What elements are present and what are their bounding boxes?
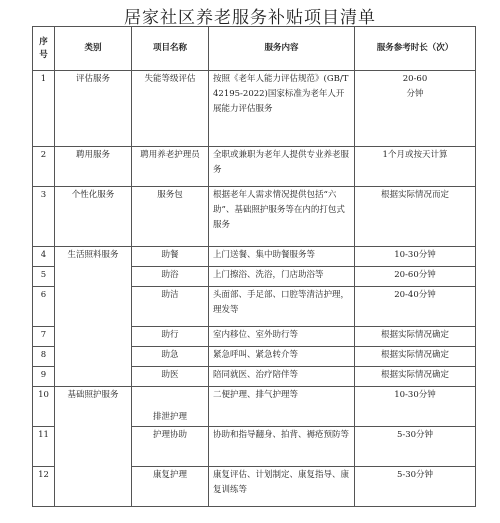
row-item: 助洁 <box>132 287 209 327</box>
header-duration: 服务参考时长（次） <box>355 27 476 71</box>
row-no: 11 <box>33 427 55 467</box>
row-content: 室内移位、室外助行等 <box>209 327 355 347</box>
table-row <box>33 147 476 187</box>
row-no: 10 <box>33 387 55 427</box>
row-item: 服务包 <box>132 187 209 247</box>
row-content: 头面部、手足部、口腔等清洁护理，理发等 <box>209 287 355 327</box>
table-row <box>33 247 476 267</box>
row-no: 1 <box>33 71 55 147</box>
row-duration: 20-60 分钟 <box>355 71 476 147</box>
row-item: 助急 <box>132 347 209 367</box>
row-duration: 根据实际情况确定 <box>355 327 476 347</box>
row-item: 康复护理 <box>132 467 209 507</box>
row-duration: 10-30分钟 <box>355 247 476 267</box>
row-no: 12 <box>33 467 55 507</box>
row-category: 基础照护服务 <box>55 387 132 507</box>
row-duration: 5-30分钟 <box>355 427 476 467</box>
row-category: 评估服务 <box>55 71 132 147</box>
row-no: 3 <box>33 187 55 247</box>
row-category: 生活照料服务 <box>55 247 132 387</box>
row-duration: 根据实际情况而定 <box>355 187 476 247</box>
row-content: 按照《老年人能力评估规范》(GB/T 42195-2022)国家标准为老年人开展能力评估服务 <box>209 71 355 147</box>
row-item: 助浴 <box>132 267 209 287</box>
row-category: 个性化服务 <box>55 187 132 247</box>
page-title: 居家社区养老服务补贴项目清单 <box>124 8 376 28</box>
row-no: 5 <box>33 267 55 287</box>
header-content: 服务内容 <box>209 27 355 71</box>
row-content: 协助和指导翻身、拍背、褥疮预防等 <box>209 427 355 467</box>
row-duration: 1个月或按天计算 <box>355 147 476 187</box>
row-content: 上门擦浴、洗浴，门店助浴等 <box>209 267 355 287</box>
row-no: 8 <box>33 347 55 367</box>
row-item: 助行 <box>132 327 209 347</box>
row-duration: 10-30分钟 <box>355 387 476 427</box>
row-content: 紧急呼叫、紧急转介等 <box>209 347 355 367</box>
row-no: 7 <box>33 327 55 347</box>
row-no: 4 <box>33 247 55 267</box>
row-item: 失能等级评估 <box>132 71 209 147</box>
row-content: 陪同就医、治疗陪伴等 <box>209 367 355 387</box>
row-content: 根据老年人需求情况提供包括“六助”、基础照护服务等在内的打包式服务 <box>209 187 355 247</box>
row-content: 二便护理、排气护理等 <box>209 387 355 427</box>
subsidy-table <box>32 26 476 507</box>
row-duration: 20-60分钟 <box>355 267 476 287</box>
row-duration: 根据实际情况确定 <box>355 367 476 387</box>
row-duration: 根据实际情况确定 <box>355 347 476 367</box>
row-no: 6 <box>33 287 55 327</box>
header-category: 类别 <box>55 27 132 71</box>
table-row <box>33 187 476 247</box>
row-item: 排泄护理 <box>132 387 209 427</box>
row-item: 聘用养老护理员 <box>132 147 209 187</box>
row-content: 全职或兼职为老年人提供专业养老服务 <box>209 147 355 187</box>
header-item: 项目名称 <box>132 27 209 71</box>
row-duration: 20-40分钟 <box>355 287 476 327</box>
row-category: 聘用服务 <box>55 147 132 187</box>
table-row <box>33 387 476 427</box>
row-item: 助餐 <box>132 247 209 267</box>
row-content: 上门送餐、集中助餐服务等 <box>209 247 355 267</box>
row-content: 康复评估、计划制定、康复指导、康复训练等 <box>209 467 355 507</box>
row-item: 护理协助 <box>132 427 209 467</box>
header-no: 序号 <box>33 27 55 71</box>
row-no: 9 <box>33 367 55 387</box>
table-header-row <box>33 27 476 71</box>
row-no: 2 <box>33 147 55 187</box>
row-duration: 5-30分钟 <box>355 467 476 507</box>
table-row <box>33 71 476 147</box>
row-item: 助医 <box>132 367 209 387</box>
